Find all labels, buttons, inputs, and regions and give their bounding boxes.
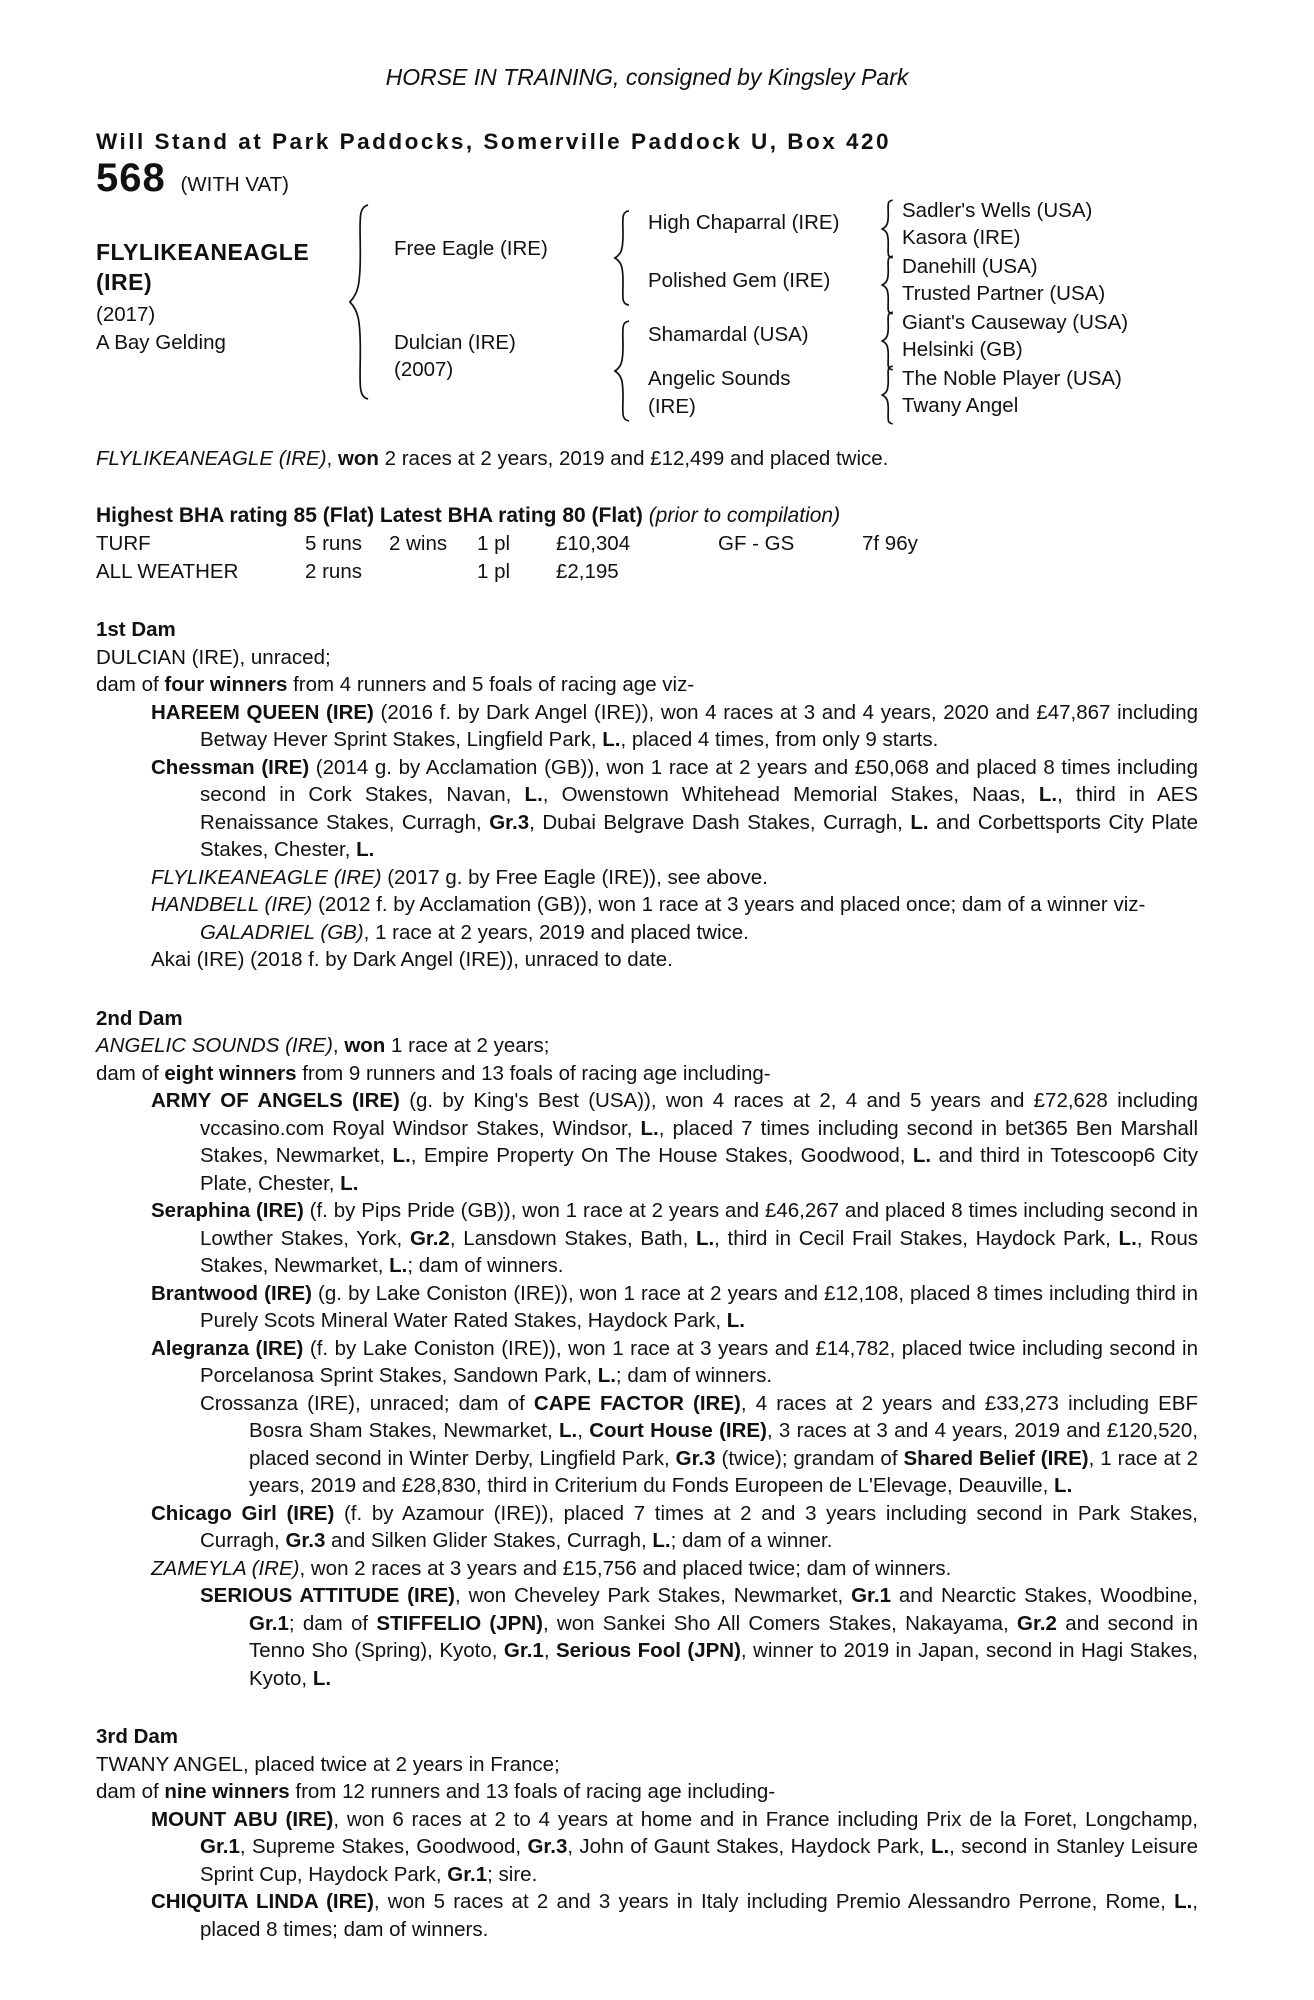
sire-dam-sire-name: Danehill (USA): [902, 255, 1038, 278]
produce-paragraph: Seraphina (IRE) (f. by Pips Pride (GB)), won 1 race at 2 years and £46,267 and placed 8 times including second in Lowther Stakes, York, Gr.2, Lansdown Stakes, Bath, L., third in Cecil Frail Stakes, Haydock Park, L., Rous Stakes, Newmarket, L.; dam of winners.: [151, 1199, 1198, 1277]
section-1st-dam: [96, 616, 1198, 974]
produce-paragraph: HANDBELL (IRE) (2012 f. by Acclamation (GB)), won 1 race at 3 years and placed once; dam of a winner viz-: [151, 893, 1146, 916]
section-title: 2nd Dam: [96, 1006, 183, 1030]
produce-paragraph: Crossanza (IRE), unraced; dam of CAPE FACTOR (IRE), 4 races at 2 years and £33,273 including EBF Bosra Sham Stakes, Newmarket, L., Court House (IRE), 3 races at 3 and 4 years, 2019 and £120,520, placed second in Winter Derby, Lingfield Park, Gr.3 (twice); grandam of Shared Belief (IRE), 1 race at 2 years, 2019 and £28,830, third in Criterium du Fonds Europeen de L'Elevage, Deauville, L.: [200, 1391, 1198, 1497]
horse-name-line2: (IRE): [96, 269, 153, 295]
dam-dam-sire-name: The Noble Player (USA): [902, 367, 1122, 390]
dam-record-paragraph: DULCIAN (IRE), unraced;: [96, 645, 331, 669]
stand-location-line: Will Stand at Park Paddocks, Somerville Paddock U, Box 420: [96, 128, 892, 154]
bha-wins-cell: 2 wins: [389, 532, 448, 555]
produce-paragraph: HAREEM QUEEN (IRE) (2016 f. by Dark Angel (IRE)), won 4 races at 3 and 4 years, 2020 and £47,867 including Betway Hever Sprint Stakes, Lingfield Park, L., placed 4 times, from only 9 starts.: [151, 700, 1198, 751]
bha-row-turf: [96, 530, 1198, 558]
dam-sire-sire-name: Giant's Causeway (USA): [902, 311, 1129, 334]
horse-name-line1: FLYLIKEANEAGLE: [96, 239, 310, 265]
produce-paragraph: Chicago Girl (IRE) (f. by Azamour (IRE)), placed 7 times at 2 and 3 years including second in Park Stakes, Curragh, Gr.3 and Silken Glider Stakes, Curragh, L.; dam of a winner.: [151, 1501, 1198, 1552]
produce-paragraph: FLYLIKEANEAGLE (IRE) (2017 g. by Free Eagle (IRE)), see above.: [151, 865, 768, 889]
bha-surface-cell: ALL WEATHER: [96, 559, 239, 583]
dam-sire-dam-name: Helsinki (GB): [902, 338, 1023, 361]
pedigree-brace-dam: [612, 319, 632, 423]
dam-record-paragraph: TWANY ANGEL, placed twice at 2 years in France;: [96, 1752, 560, 1776]
produce-paragraph: Brantwood (IRE) (g. by Lake Coniston (IRE)), won 1 race at 2 years and £12,108, placed 8 times including third in Purely Scots Mineral Water Rated Stakes, Haydock Park, L.: [151, 1281, 1198, 1332]
section-3rd-dam: [96, 1723, 1198, 1943]
bha-runs-cell: 2 runs: [305, 559, 362, 583]
bha-surface-cell: TURF: [96, 532, 151, 555]
produce-paragraph: CHIQUITA LINDA (IRE), won 5 races at 2 and 3 years in Italy including Premio Alessandro Perrone, Rome, L., placed 8 times; dam of winners.: [151, 1890, 1198, 1941]
dam-produce-summary: dam of nine winners from 12 runners and 13 foals of racing age including-: [96, 1780, 776, 1803]
bha-placed-cell: 1 pl: [477, 559, 511, 583]
lot-header: [96, 156, 289, 200]
pedigree-brace-sire: [612, 209, 632, 307]
bha-going-cell: GF - GS: [718, 532, 795, 555]
dam-dam-dam-name: Twany Angel: [902, 394, 1019, 417]
bha-distance-cell: [862, 558, 1198, 586]
dam-year: (2007): [394, 358, 454, 381]
pedigree-tree: [96, 156, 1198, 439]
dam-dam-name: Angelic Sounds (IRE): [648, 367, 791, 418]
produce-paragraph: SERIOUS ATTITUDE (IRE), won Cheveley Park Stakes, Newmarket, Gr.1 and Nearctic Stakes, Woodbine, Gr.1; dam of STIFFELIO (JPN), won Sankei Sho All Comers Stakes, Nakayama, Gr.2 and second in Tenno Sho (Spring), Kyoto, Gr.1, Serious Fool (JPN), winner to 2019 in Japan, second in Hagi Stakes, Kyoto, L.: [200, 1584, 1198, 1690]
dam-name: Dulcian (IRE): [394, 331, 516, 354]
section-title: 1st Dam: [96, 618, 176, 641]
consignment-header: HORSE IN TRAINING, consigned by Kingsley Park: [385, 64, 909, 90]
bha-earnings-cell: £2,195: [556, 559, 619, 583]
sire-name: Free Eagle (IRE): [394, 237, 548, 260]
bha-distance-cell: 7f 96y: [862, 532, 918, 555]
dam-sire-name: Shamardal (USA): [648, 323, 809, 346]
colour-sex-description: A Bay Gelding: [96, 331, 226, 354]
produce-paragraph: Alegranza (IRE) (f. by Lake Coniston (IRE)), won 1 race at 3 years and £14,782, placed twice including second in Porcelanosa Sprint Stakes, Sandown Park, L.; dam of winners.: [151, 1336, 1199, 1387]
section-2nd-dam: [96, 1005, 1198, 1693]
pedigree-brace-gen3-1: [880, 199, 895, 259]
dam-record-paragraph: ANGELIC SOUNDS (IRE), won 1 race at 2 years;: [96, 1034, 550, 1057]
produce-paragraph: ZAMEYLA (IRE), won 2 races at 3 years and £15,756 and placed twice; dam of winners.: [151, 1556, 952, 1580]
sire-sire-dam-name: Kasora (IRE): [902, 226, 1021, 249]
produce-paragraph: Akai (IRE) (2018 f. by Dark Angel (IRE)), unraced to date.: [151, 948, 673, 971]
vat-note: (WITH VAT): [180, 173, 289, 196]
bha-earnings-cell: £10,304: [556, 532, 631, 555]
dam-produce-summary: dam of eight winners from 9 runners and 13 foals of racing age including-: [96, 1061, 771, 1085]
bha-record-table: [96, 530, 1198, 585]
produce-paragraph: MOUNT ABU (IRE), won 6 races at 2 to 4 years at home and in France including Prix de la Foret, Longchamp, Gr.1, Supreme Stakes, Goodwood, Gr.3, John of Gaunt Stakes, Haydock Park, L., second in Stanley Leisure Sprint Cup, Haydock Park, Gr.1; sire.: [151, 1807, 1198, 1886]
pedigree-brace-gen3-4: [880, 365, 895, 425]
sire-dam-name: Polished Gem (IRE): [648, 269, 831, 292]
section-title: 3rd Dam: [96, 1725, 179, 1748]
produce-paragraph: ARMY OF ANGELS (IRE) (g. by King's Best (USA)), won 4 races at 2, 4 and 5 years and £72,628 including vccasino.com Royal Windsor Stakes, Windsor, L., placed 7 times including second in bet365 Ben Marshall Stakes, Newmarket, L., Empire Property On The House Stakes, Goodwood, L. and third in Totescoop6 City Plate, Chester, L.: [151, 1089, 1198, 1195]
bha-rating-heading: Highest BHA rating 85 (Flat) Latest BHA rating 80 (Flat) (prior to compilation): [96, 503, 841, 527]
bha-row-all-weather: [96, 558, 1198, 586]
foaling-year: (2017): [96, 303, 156, 326]
race-record-summary: FLYLIKEANEAGLE (IRE), won 2 races at 2 years, 2019 and £12,499 and placed twice.: [96, 447, 889, 470]
pedigree-brace-gen3-3: [880, 311, 895, 371]
produce-paragraph: Chessman (IRE) (2014 g. by Acclamation (GB)), won 1 race at 2 years and £50,068 and placed 8 times including second in Cork Stakes, Navan, L., Owenstown Whitehead Memorial Stakes, Naas, L., third in AES Renaissance Stakes, Curragh, Gr.3, Dubai Belgrave Dash Stakes, Curragh, L. and Corbettsports City Plate Stakes, Chester, L.: [151, 755, 1199, 861]
dam-produce-summary: dam of four winners from 4 runners and 5 foals of racing age viz-: [96, 673, 695, 696]
sire-dam-dam-name: Trusted Partner (USA): [902, 282, 1106, 305]
sire-sire-sire-name: Sadler's Wells (USA): [902, 199, 1093, 222]
bha-going-cell: [718, 558, 862, 586]
bha-wins-cell: [389, 558, 477, 586]
bha-runs-cell: 5 runs: [305, 532, 362, 555]
lot-number: 568: [96, 156, 166, 200]
bha-placed-cell: 1 pl: [477, 532, 511, 555]
pedigree-brace-gen3-2: [880, 255, 895, 315]
pedigree-brace-gen1: [346, 201, 372, 403]
sire-sire-name: High Chaparral (IRE): [648, 211, 840, 234]
produce-paragraph: GALADRIEL (GB), 1 race at 2 years, 2019 and placed twice.: [200, 920, 749, 944]
